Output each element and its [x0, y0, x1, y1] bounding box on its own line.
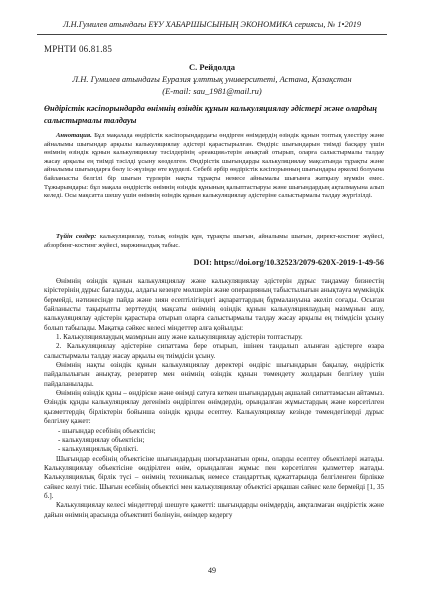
- author-email[interactable]: (E-mail: sau_1981@mail.ru): [162, 86, 262, 96]
- keywords: [44, 233, 384, 250]
- body-paragraph: Өнімнің өзіндік құны – өндіріске және өнімді сатуға кеткен шығындардың ақшалай сипаттамасын айтамыз. Өзіндік құнды калькуляциялау дегеніміз өндірілген өнімдердің, орындалған жұмыстардың және көрсетілген қызметтердің бірліктерін бойынша өзіндік құнды есептеу. Калькуляциялау кезінде төмендегілерді дұрыс белгілеу қажет:: [44, 389, 384, 426]
- body-text: [44, 277, 384, 520]
- author-affiliation: Л.Н. Гумилев атындағы Еуразия ұлттық университеті, Астана, Қазақстан: [72, 74, 352, 84]
- keywords-text: калькуляциялау, толық өзіндік құн, тұрақты шығын, айналымы шығын, директ-костинг жүйесі, абзорбинг-костинг жүйесі, маржиналдық табыс.: [44, 233, 384, 249]
- list-item: - калькуляциялық бірлікті.: [58, 445, 138, 454]
- author-name: С. Рейдолда: [189, 62, 235, 72]
- list-item: - шығындар есебінің объектісін;: [58, 426, 156, 435]
- page-number: 49: [208, 566, 216, 575]
- body-paragraph: Шығындар есебінің объектісіне шығындардың шоғырланатын орны, оларды есептеу объектілері жатады. Калькуляциялау объектісіне өндірілген өнім, орындалған жұмыс пен көрсетілген қызметтер жатады. Калькуляциялық бірлік түсі – өнімнің техникалық немесе стандарттық құжаттарында белгіленген бірлікке сәйкес келуі тиіс. Шығын есебінің объектісі мен калькуляциялау объектісі әрқашан сәйкес келе бермейді [1, 35 б.].: [44, 454, 384, 500]
- mrnti-code: МРНТИ 06.81.85: [44, 44, 113, 54]
- body-paragraph: Калькуляциялау келесі міндеттерді шешуге қажетті: шығындарды өнімдердің, аяқталмаған өндірістік және дайын өнімнің арасында объективті бөлінуін, өнімдер кедергу: [44, 501, 384, 519]
- keywords-label: Түйін сөздер:: [56, 233, 97, 240]
- doi-link[interactable]: DOI: https://doi.org/10.32523/2079-620X-2019-1-49-56: [193, 258, 384, 267]
- task-item-2: 2. Калькуляциялау әдістеріне сипаттама бере отырып, ішінен тандалып алынған әдістерге өзара салыстырмалы талдау жасау арқылы ең тиімдісін ұсыну.: [44, 342, 384, 360]
- abstract-text: Бұл мақалада өндірістік кәсіпорындардағы өндірген өнімдердің өзіндік құнын топтық үлестіру және айналымы шығындар арқылы калькуляциялау әдістері қарастырылған. Өндіріс шығындарын тиімді басқару үшін өнімнің өзіндік құнын калькуляциялау тәсілдерінің «реакция»терін анықтай отырып, оларға салыстырмалы талдау жасау арқылы ең тиімді тәсілді ұсыну көзделген. Өндірістік шығындарды калькуляциялау мақсатында тұрақты және айналымы шығындарға бөлу іс-жүзінде өте күрделі. Себебі әрбір өндірістік кәсіпорынның шығындары әркелкі болуына байланысты белгілі бір шығын түрлерін нақты тұрақты немесе айнымалы шығынға жатқызу мүмкін емес. Тұжырымдары: бұл мақала өндірістік өнімнің өзіндік құнының қалыптастыруы және шығындардың ақталмауына алып келеді. Осы мақсатта шешу үшін өнімнің өзіндік құнын калькуляциялау әдістеріне салыстырмалы талдау жүргізілді.: [44, 132, 384, 200]
- journal-running-header: Л.Н.Гумилев атындағы ЕҰУ ХАБАРШЫСЫНЫҢ ЭКОНОМИКА сериясы, № 1•2019: [37, 20, 387, 35]
- abstract: [44, 132, 384, 201]
- task-item-1: 1. Калькуляциялаудың мазмұнын ашу және калькуляциялау әдістерін топтастыру.: [56, 333, 303, 342]
- body-paragraph: Өнімнің өзіндік құнын калькуляциялау және калькуляциялау әдістерін дұрыс таңдамау бизнестің кірістерінің дұрыс бағалауды, алдағы кезеңге мөлшерін және операцияның табыстылығын анықтауға мүмкіндік бермейді, нәтижесінде пайда және зиян есептілігіндегі ақпараттардың бұрмалануына әкеліп соғады. Осыған байланысты тақырыпты зерттеудің мақсаты өнімнің өзіндік құнын калькуляциялаудың мазмұнын ашу, калькуляциялау әдістерін қарастыра отырып оларға салыстырмалы талдау жасау арқылы ең тиімдісін ұсыну болып табылады. Мақатқа сәйкес келесі міндеттер алға қойылды:: [44, 277, 384, 332]
- list-item: - калькуляциялау объектісін;: [58, 435, 145, 444]
- body-paragraph: Өнімнің нақты өзіндік құнын калькуляциялау деректері өндіріс шығындарын бақылау, өндірістік пайдалылығын анықтау, резервтер мен өнімнің өзіндік құнын төмендету жолдарын белгілеу үшін пайдаланылады.: [44, 361, 384, 388]
- paper-title: Өндірістік кәсіпорындарда өнімнің өзіндік құнын калькуляциялау әдістері және олардың салыстырмалы талдауы: [44, 104, 377, 125]
- author-block: [60, 61, 364, 97]
- abstract-label: Аннотация.: [56, 132, 92, 139]
